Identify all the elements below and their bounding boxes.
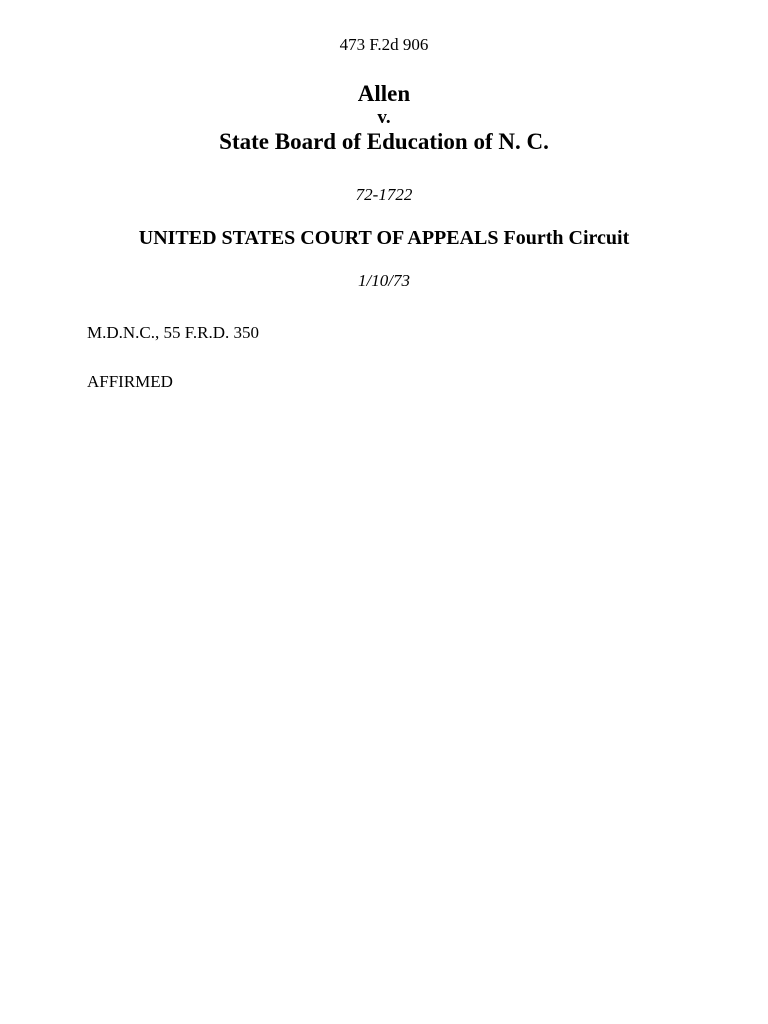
decision-date: 1/10/73	[358, 271, 410, 290]
defendant-name: State Board of Education of N. C.	[219, 129, 549, 154]
court-name: UNITED STATES COURT OF APPEALS Fourth Circuit	[138, 227, 630, 249]
versus-label: v.	[377, 107, 391, 128]
disposition: AFFIRMED	[87, 372, 173, 391]
docket-number: 72-1722	[355, 185, 413, 204]
case-title	[0, 80, 768, 156]
lower-court-reference: M.D.N.C., 55 F.R.D. 350	[87, 323, 259, 342]
case-citation: 473 F.2d 906	[339, 35, 429, 54]
plaintiff-name: Allen	[357, 81, 411, 106]
